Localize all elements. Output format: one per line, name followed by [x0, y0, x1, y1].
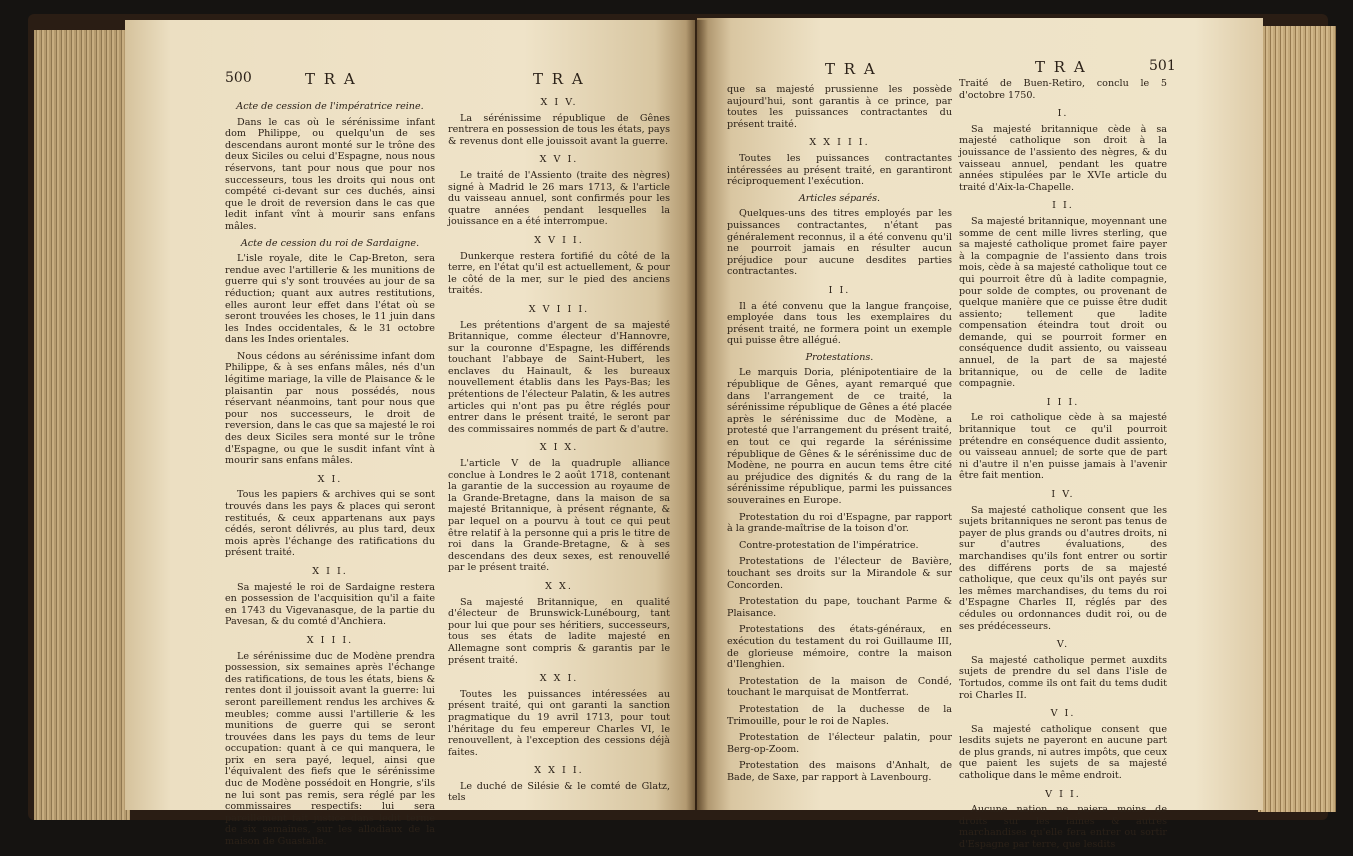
paragraph: Les prétentions d'argent de sa majesté Britannique, comme électeur d'Hannovre, sur la couronne d'Espagne, les différends touchant l'abbaye de Saint-Hubert, les enclaves du Hainault, & les bureaux nouvellement établis dans les Pays-Bas; les prétentions de l'électeur Palatin, & les autres articles qui n'ont pas pu être réglés pour entrer dans le présent traité, le seront par des commissaires nommés de part & d'autre.	[448, 319, 670, 435]
paragraph: Protestation de la duchesse de la Trimouille, pour le roi de Naples.	[727, 703, 952, 727]
paragraph: Dans le cas où le sérénissime infant dom Philippe, ou quelqu'un de ses descendans auront monté sur le trône des deux Siciles ou celui d'Espagne, nous nous réservons, tant pour nous que pour nos successeurs, tous les droits qui nous ont compété ci-devant sur ces duchés, ainsi que le droit de reversion dans le cas que ledit infant vînt à mourir sans enfans mâles.	[225, 116, 435, 232]
article-number: V I I.	[1045, 788, 1081, 800]
running-head-col2: T R A	[533, 70, 585, 88]
paragraph: Sa majesté britannique cède à sa majesté catholique son droit à la jouissance de l'assiento des nègres, & du vaisseau annuel, pendant les quatre années stipulées par le XVIe article du traité d'Aix-la-Chapelle.	[959, 123, 1167, 193]
paragraph: Aucune nation ne paiera moins de droits sur les laines & autres marchandises qu'elle fera entrer ou sortir d'Espagne par terre, que lesdits	[959, 804, 1167, 851]
paragraph: Il a été convenu que la langue françoise, employée dans tous les exemplaires du présent traité, ne formera point un exemple qui puisse être allégué.	[727, 300, 952, 347]
paragraph: Protestation du roi d'Espagne, par rapport à la grande-maîtrise de la toison d'or.	[727, 511, 952, 535]
paragraph: Sa majesté britannique, moyennant une somme de cent mille livres sterling, que sa majesté catholique promet faire payer à la compagnie de l'assiento dans trois mois, cède à sa majesté catholique tout ce qui pourroit être dû à ladite compagnie, pour solde de comptes, ou provenant de quelque manière que ce puisse être dudit assiento; tellement que ladite compensation éteindra tout droit ou demande, qui se pourroit former en conséquence dudit assiento, ou vaisseau annuel, de la part de sa majesté britannique, ou de celle de ladite compagnie.	[959, 215, 1167, 390]
article-number: X V I.	[539, 154, 579, 166]
page-number: 501	[1149, 58, 1176, 74]
paragraph: Sa majesté catholique consent que les sujets britanniques ne seront pas tenus de payer de plus grands ou d'autres droits, ni sur d'autres évaluations, des marchandises qu'ils font entrer ou sortir des différens ports de sa majesté catholique, que ceux qu'ils ont payés sur les mêmes marchandises, du tems du roi d'Espagne Charles II, réglés par des cédules ou ordonnances dudit roi, ou de ses prédécesseurs.	[959, 504, 1167, 632]
running-head: T R A	[305, 70, 357, 88]
article-number: X I I I.	[306, 634, 354, 646]
right-page	[697, 18, 1263, 851]
section-heading: Articles séparés.	[798, 192, 881, 204]
section-heading: Acte de cession du roi de Sardaigne.	[240, 237, 420, 249]
article-number: I.	[1057, 108, 1069, 120]
section-heading: Protestations.	[805, 351, 874, 363]
paragraph: Le duché de Silésie & le comté de Glatz, tels	[448, 780, 670, 804]
paragraph: Dunkerque restera fortifié du côté de la terre, en l'état qu'il est actuellement, & pour le côté de la mer, sur le pied des anciens traités.	[448, 250, 670, 297]
book-gutter	[686, 20, 708, 810]
paragraph: Traité de Buen-Retiro, conclu le 5 d'octobre 1750.	[959, 78, 1167, 101]
paragraph: Toutes les puissances contractantes intéressées au présent traité, en garantiront réciproquement l'exécution.	[727, 152, 952, 188]
right-column-1	[727, 84, 952, 788]
paragraph: Protestation du pape, touchant Parme & Plaisance.	[727, 596, 952, 619]
left-page-edges	[34, 30, 130, 820]
article-number: X I I.	[312, 565, 348, 577]
article-number: X V I I.	[534, 234, 584, 246]
article-number: X X I I.	[534, 765, 584, 777]
paragraph: Quelques-uns des titres employés par les puissances contractantes, n'étant pas généralement reconnus, il a été convenu qu'il ne pourroit jamais en résulter aucun préjudice pour aucune desdites parties contractantes.	[727, 208, 952, 278]
article-number: I I.	[1052, 200, 1074, 212]
paragraph: Toutes les puissances intéressées au présent traité, qui ont garanti la sanction pragmatique du 19 avril 1713, pour tout l'héritage du feu empereur Charles VI, le renouvellent, à l'exception des cessions déjà faites.	[448, 688, 670, 758]
right-page-edges	[1258, 26, 1336, 812]
left-column-1	[225, 96, 435, 853]
article-number: X I V.	[540, 97, 578, 108]
article-number: X V I I I.	[528, 303, 590, 315]
article-number: X I X.	[539, 442, 579, 454]
paragraph: Le sérénissime duc de Modène prendra possession, six semaines après l'échange des ratifications, de tous les états, biens & rentes dont il jouissoit avant la guerre: lui seront pareillement rendus les archives & meubles; comme aussi l'artillerie & les munitions de guerre qui se seront trouvées dans les pays du tems de leur occupation: quant à ce qui manquera, le prix en sera payé, lequel, ainsi que l'équivalent des fiefs que le sérénissime duc de Modène possédoit en Hongrie, s'ils ne lui sont pas remis, sera réglé par les commissaires respectifs: lui sera pareillement fait justice dans ledit terme de six semaines, sur les allodiaux de la maison de Guastalle.	[225, 650, 435, 848]
article-number: X X I I I.	[809, 137, 870, 149]
page-number: 500	[225, 70, 252, 86]
article-number: I V.	[1051, 489, 1075, 500]
paragraph: Sa majesté Britannique, en qualité d'électeur de Brunswick-Lunébourg, tant pour lui que pour ses héritiers, successeurs, tous ses états de ladite majesté en Allemagne sont compris & garantis par le présent traité.	[448, 596, 670, 666]
paragraph: La sérénissime république de Gênes rentrera en possession de tous les états, pays & revenus dont elle jouissoit avant la guerre.	[448, 112, 670, 147]
running-head-col2: T R A	[1035, 58, 1087, 76]
running-head: T R A	[825, 60, 877, 78]
paragraph: Tous les papiers & archives qui se sont trouvés dans les pays & places qui seront restitués, & ceux appartenans aux pays cédés, seront délivrés, au plus tard, deux mois après l'échange des ratifications du présent traité.	[225, 489, 435, 559]
left-page	[125, 20, 695, 848]
article-number: X X I.	[539, 673, 579, 685]
paragraph: Sa majesté catholique permet auxdits sujets de prendre du sel dans l'isle de Tortudos, comme ils ont fait du tems dudit roi Charles II.	[959, 654, 1167, 701]
paragraph: L'isle royale, dite le Cap-Breton, sera rendue avec l'artillerie & les munitions de guerre qui s'y sont trouvées au jour de sa réduction; quant aux autres restitutions, elles auront leur effet dans l'état où se seront trouvées les choses, le 11 juin dans les Indes occidentales, & le 31 octobre dans les Indes orientales.	[225, 253, 435, 346]
paragraph: Le roi catholique cède à sa majesté britannique tout ce qu'il pourroit prétendre en conséquence dudit assiento, ou vaisseau annuel; de sorte que de part ni d'autre il n'en puisse jamais à l'avenir être fait mention.	[959, 412, 1167, 482]
paragraph: Protestation des maisons d'Anhalt, de Bade, de Saxe, par rapport à Lavenbourg.	[727, 760, 952, 783]
right-column-2	[959, 78, 1167, 856]
paragraph: que sa majesté prussienne les possède aujourd'hui, sont garantis à ce prince, par toutes les puissances contractantes du présent traité.	[727, 84, 952, 130]
paragraph: Protestation de la maison de Condé, touchant le marquisat de Montferrat.	[727, 675, 952, 699]
article-number: X X.	[545, 580, 573, 592]
paragraph: Protestations de l'électeur de Bavière, touchant ses droits sur la Mirandole & sur Concorden.	[727, 556, 952, 591]
article-number: V.	[1056, 639, 1070, 651]
section-heading: Acte de cession de l'impératrice reine.	[236, 101, 424, 112]
article-number: I I.	[828, 284, 851, 296]
paragraph: Protestations des états-généraux, en exécution du testament du roi Guillaume III, de glorieuse mémoire, contre la maison d'Ilenghien.	[727, 624, 952, 671]
left-column-2	[448, 90, 670, 809]
article-number: X I.	[317, 473, 343, 485]
paragraph: L'article V de la quadruple alliance conclue à Londres le 2 août 1718, contenant la garantie de la succession au royaume de la Grande-Bretagne, dans la maison de sa majesté Britannique, à présent régnante, & par lequel on a pourvu à tout ce qui peut être relatif à la personne qui a pris le titre de roi dans la Grande-Bretagne, & à ses descendans des deux sexes, est renouvellé par le présent traité.	[448, 458, 670, 574]
paragraph: Contre-protestation de l'impératrice.	[739, 539, 919, 551]
paragraph: Sa majesté catholique consent que lesdits sujets ne payeront en aucune part de plus grands, ni autres impôts, que ceux que paient les sujets de sa majesté catholique dans le même endroit.	[959, 723, 1167, 782]
paragraph: Nous cédons au sérénissime infant dom Philippe, & à ses enfans mâles, nés d'un légitime mariage, la ville de Plaisance & le plaisantin par nous possédés, nous réservant néanmoins, tant pour nous que pour nos successeurs, le droit de reversion, dans le cas que sa majesté le roi des deux Siciles sera monté sur le trône d'Espagne, ou que le susdit infant vînt à mourir sans enfans mâles.	[225, 350, 435, 467]
article-number: V I.	[1050, 708, 1076, 720]
paragraph: Le marquis Doria, plénipotentiaire de la république de Gênes, ayant remarqué que dans l'arrangement de ce traité, la sérénissime république de Gênes a été placée après le sérénissime duc de Modène, a protesté que l'arrangement du présent traité, en tout ce qui regarde la sérénissime république de Gênes & le sérénissime duc de Modène, ne pourra en aucun tems être cité au préjudice des dignités & du rang de la sérénissime république, parmi les puissances souveraines en Europe.	[727, 367, 952, 506]
paragraph: Le traité de l'Assiento (traite des nègres) signé à Madrid le 26 mars 1713, & l'article du vaisseau annuel, sont confirmés pour les quatre années pendant lesquelles la jouissance en a été interrompue.	[448, 169, 670, 228]
paragraph: Protestation de l'électeur palatin, pour Berg-op-Zoom.	[727, 732, 952, 755]
article-number: I I I.	[1046, 396, 1080, 408]
paragraph: Sa majesté le roi de Sardaigne restera en possession de l'acquisition qu'il a faite en 1743 du Vigevanasque, de la partie du Pavesan, & du comté d'Anchiera.	[225, 581, 435, 628]
